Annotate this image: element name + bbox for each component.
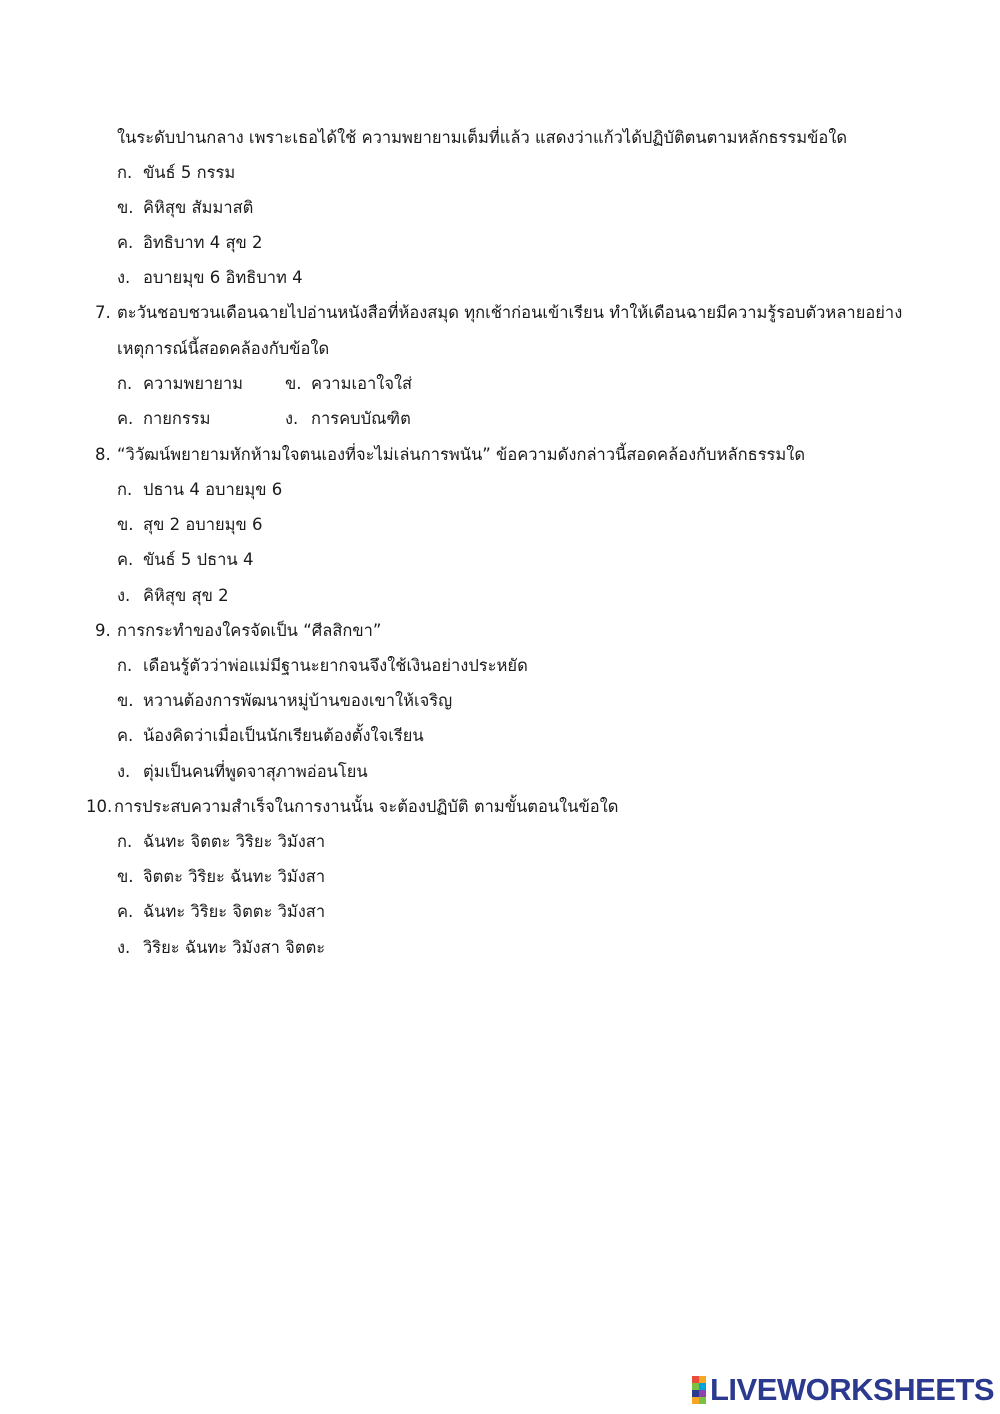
liveworksheets-logo[interactable]: [692, 1374, 994, 1406]
q8-option-d[interactable]: [117, 584, 229, 608]
logo-square: [699, 1390, 706, 1397]
q7-number: 7.: [95, 303, 111, 322]
q9-option-a[interactable]: [117, 654, 528, 678]
option-letter: ค.: [117, 726, 134, 745]
q7-option-d[interactable]: [285, 407, 411, 431]
option-text: ตุ่มเป็นคนที่พูดจาสุภาพอ่อนโยน: [143, 762, 368, 781]
option-text: ความเอาใจใส่: [311, 374, 413, 393]
logo-square: [699, 1376, 706, 1383]
option-letter: ง.: [117, 586, 131, 605]
option-text: การคบบัณฑิต: [311, 409, 411, 428]
q9-text: การกระทำของใครจัดเป็น “ศีลสิกขา”: [117, 621, 382, 640]
option-text: น้องคิดว่าเมื่อเป็นนักเรียนต้องตั้งใจเรียน: [143, 726, 424, 745]
option-text: ความพยายาม: [143, 374, 244, 393]
q10-option-b[interactable]: [117, 865, 325, 889]
q6-option-d[interactable]: [117, 266, 303, 290]
option-letter: ข.: [117, 198, 134, 217]
q8-option-c[interactable]: [117, 548, 253, 572]
q9-option-d[interactable]: [117, 760, 368, 784]
option-letter: ง.: [117, 762, 131, 781]
q6-option-a[interactable]: [117, 161, 235, 185]
option-letter: ก.: [117, 374, 133, 393]
q7-option-c[interactable]: [117, 409, 211, 428]
option-text: อบายมุข 6 อิทธิบาท 4: [143, 268, 303, 287]
q7-text-line2: เหตุการณ์นี้สอดคล้องกับข้อใด: [117, 339, 330, 358]
q10-option-a[interactable]: [117, 830, 325, 854]
option-text: เดือนรู้ตัวว่าพ่อแม่มีฐานะยากจนจึงใช้เงินอย่างประหยัด: [143, 656, 528, 675]
option-text: คิหิสุข สุข 2: [143, 586, 229, 605]
option-text: ขันธ์ 5 ปธาน 4: [143, 550, 254, 569]
option-letter: ข.: [285, 374, 302, 393]
option-text: ขันธ์ 5 กรรม: [143, 163, 236, 182]
option-letter: ก.: [117, 480, 133, 499]
q9-option-c[interactable]: [117, 724, 424, 748]
logo-square: [692, 1376, 699, 1383]
option-letter: ค.: [117, 409, 134, 428]
logo-square: [699, 1383, 706, 1390]
q6-option-b[interactable]: [117, 196, 253, 220]
q10-option-d[interactable]: [117, 936, 325, 960]
option-letter: ง.: [117, 938, 131, 957]
option-text: อิทธิบาท 4 สุข 2: [143, 233, 263, 252]
logo-square: [699, 1397, 706, 1404]
q7-options-row1: [117, 372, 517, 396]
q7-option-a[interactable]: [117, 374, 243, 393]
liveworksheets-logo-icon: [692, 1376, 706, 1404]
option-letter: ง.: [117, 268, 131, 287]
q6-continuation: ในระดับปานกลาง เพราะเธอได้ใช้ ความพยายามเต็มที่แล้ว แสดงว่าแก้วได้ปฏิบัติตนตามหลักธรรมข้อใด: [117, 128, 848, 147]
option-letter: ง.: [285, 409, 299, 428]
logo-text: LIVEWORKSHEETS: [710, 1372, 995, 1407]
q9-option-b[interactable]: [117, 689, 452, 713]
q10-text: การประสบความสำเร็จในการงานนั้น จะต้องปฏิบัติ ตามขั้นตอนในข้อใด: [114, 797, 619, 816]
option-text: จิตตะ วิริยะ ฉันทะ วิมังสา: [143, 867, 326, 886]
option-letter: ค.: [117, 902, 134, 921]
option-text: วิริยะ ฉันทะ วิมังสา จิตตะ: [143, 938, 326, 957]
option-letter: ก.: [117, 656, 133, 675]
q9-number: 9.: [95, 621, 111, 640]
option-text: กายกรรม: [143, 409, 211, 428]
q7-options-row2: [117, 407, 517, 431]
q10-number: 10.: [86, 797, 113, 816]
option-letter: ข.: [117, 867, 134, 886]
q6-option-c[interactable]: [117, 231, 263, 255]
option-letter: ก.: [117, 163, 133, 182]
q7-text-line1: ตะวันชอบชวนเดือนฉายไปอ่านหนังสือที่ห้องสมุด ทุกเช้าก่อนเข้าเรียน ทำให้เดือนฉายมีความรู้รอบตัวหลายอย่าง: [117, 303, 903, 322]
logo-square: [692, 1383, 699, 1390]
option-letter: ค.: [117, 233, 134, 252]
option-text: ฉันทะ จิตตะ วิริยะ วิมังสา: [143, 832, 326, 851]
option-text: หวานต้องการพัฒนาหมู่บ้านของเขาให้เจริญ: [143, 691, 453, 710]
q7-option-b[interactable]: [285, 372, 412, 396]
option-letter: ก.: [117, 832, 133, 851]
q8-text: “วิวัฒน์พยายามหักห้ามใจตนเองที่จะไม่เล่นการพนัน” ข้อความดังกล่าวนี้สอดคล้องกับหลักธรรมใด: [117, 445, 806, 464]
option-letter: ค.: [117, 550, 134, 569]
q8-option-b[interactable]: [117, 513, 263, 537]
option-text: คิหิสุข สัมมาสติ: [143, 198, 254, 217]
option-text: ฉันทะ วิริยะ จิตตะ วิมังสา: [143, 902, 326, 921]
option-text: ปธาน 4 อบายมุข 6: [143, 480, 283, 499]
q10-option-c[interactable]: [117, 900, 325, 924]
option-text: สุข 2 อบายมุข 6: [143, 515, 263, 534]
logo-square: [692, 1390, 699, 1397]
q8-option-a[interactable]: [117, 478, 282, 502]
logo-square: [692, 1397, 699, 1404]
q8-number: 8.: [95, 445, 111, 464]
option-letter: ข.: [117, 515, 134, 534]
option-letter: ข.: [117, 691, 134, 710]
